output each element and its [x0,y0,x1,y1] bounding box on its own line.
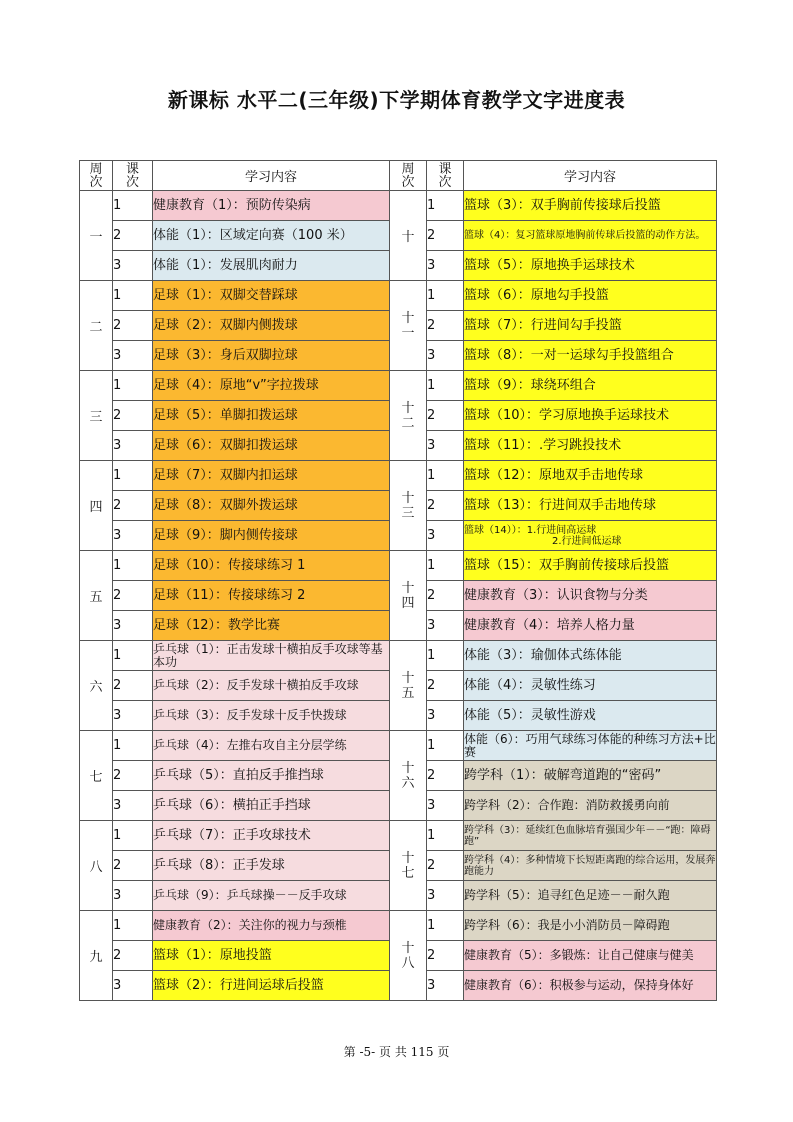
lesson-number: 2 [113,401,153,431]
lesson-number: 1 [427,911,464,941]
table-header-row [80,161,717,191]
lesson-content: 足球（2）：双脚内侧拨球 [153,311,390,341]
lesson-content: 乒乓球（3）：反手发球十反手快拨球 [153,701,390,731]
lesson-content: 健康教育（2）：关注你的视力与颈椎 [153,911,390,941]
lesson-content: 足球（8）：双脚外拨运球 [153,491,390,521]
lesson-number: 2 [113,941,153,971]
lesson-number: 3 [427,341,464,371]
lesson-content: 篮球（10）：学习原地换手运球技术 [464,401,717,431]
lesson-number: 1 [427,281,464,311]
lesson-number: 1 [427,551,464,581]
week-label: 四 [80,461,113,551]
lesson-content: 足球（7）：双脚内扣运球 [153,461,390,491]
lesson-number: 3 [113,881,153,911]
lesson-number: 2 [113,581,153,611]
header-lesson: 课 次 [113,161,153,191]
lesson-content: 足球（12）：教学比赛 [153,611,390,641]
lesson-number: 3 [113,701,153,731]
lesson-number: 3 [427,791,464,821]
lesson-content: 健康教育（4）：培养人格力量 [464,611,717,641]
week-label: 十 五 [390,641,427,731]
lesson-content: 篮球（6）：原地勾手投篮 [464,281,717,311]
lesson-content: 体能（1）：区域定向赛（100 米） [153,221,390,251]
lesson-number: 3 [427,881,464,911]
lesson-content: 篮球（2）：行进间运球后投篮 [153,971,390,1001]
lesson-content: 篮球（13）：行进间双手击地传球 [464,491,717,521]
lesson-number: 3 [427,431,464,461]
lesson-content: 篮球（5）：原地换手运球技术 [464,251,717,281]
week-label: 二 [80,281,113,371]
lesson-content: 乒乓球（5）：直拍反手推挡球 [153,761,390,791]
lesson-content: 体能（4）：灵敏性练习 [464,671,717,701]
lesson-content: 体能（5）：灵敏性游戏 [464,701,717,731]
lesson-content: 足球（4）：原地“v”字拉拨球 [153,371,390,401]
header-content-right: 学习内容 [464,161,717,191]
lesson-number: 1 [427,371,464,401]
lesson-content: 健康教育（3）：认识食物与分类 [464,581,717,611]
lesson-number: 3 [113,521,153,551]
lesson-content: 乒乓球（2）：反手发球十横拍反手攻球 [153,671,390,701]
lesson-number: 2 [427,491,464,521]
lesson-number: 2 [113,221,153,251]
week-label: 十 四 [390,551,427,641]
table-row [80,371,717,401]
lesson-content: 乒乓球（9）：乒乓球操－－反手攻球 [153,881,390,911]
lesson-number: 1 [113,461,153,491]
table-row [80,731,717,761]
lesson-content: 足球（9）：脚内侧传接球 [153,521,390,551]
table-row [80,821,717,851]
lesson-content: 篮球（1）：原地投篮 [153,941,390,971]
lesson-number: 1 [113,281,153,311]
week-label: 十 六 [390,731,427,821]
lesson-number: 3 [427,611,464,641]
week-label: 十 一 [390,281,427,371]
header-lesson-right: 课 次 [427,161,464,191]
lesson-number: 2 [427,581,464,611]
lesson-number: 2 [113,761,153,791]
lesson-content-line: 2.行进间低运球 [552,535,622,547]
lesson-content-line: 篮球（14））：1.行进间高运球 [464,524,597,536]
lesson-content: 乒乓球（4）：左推右攻自主分层学练 [153,731,390,761]
lesson-number: 2 [113,491,153,521]
lesson-content: 跨学科（1）：破解弯道跑的“密码” [464,761,717,791]
lesson-content: 跨学科（2）：合作跑：消防救援勇向前 [464,791,717,821]
table-row [80,461,717,491]
lesson-content: 篮球（3）：双手胸前传接球后投篮 [464,191,717,221]
lesson-content: 健康教育（5）：多锻炼：让自己健康与健美 [464,941,717,971]
header-content: 学习内容 [153,161,390,191]
lesson-number: 3 [113,431,153,461]
lesson-number: 1 [427,731,464,761]
lesson-content: 足球（3）：身后双脚拉球 [153,341,390,371]
week-label: 十 八 [390,911,427,1001]
lesson-content: 乒乓球（8）：正手发球 [153,851,390,881]
lesson-content: 篮球（4）：复习篮球原地胸前传球后投篮的动作方法。 [464,221,717,251]
week-label: 九 [80,911,113,1001]
lesson-number: 2 [427,671,464,701]
lesson-number: 3 [427,251,464,281]
lesson-number: 2 [427,311,464,341]
week-label: 十 二 [390,371,427,461]
lesson-content: 乒乓球（7）：正手攻球技术 [153,821,390,851]
lesson-number: 2 [113,851,153,881]
lesson-content: 体能（6）：巧用气球练习体能的种练习方法+比赛 [464,731,716,759]
lesson-content: 跨学科（6）：我是小小消防员－障碍跑 [464,911,717,941]
header-week-right: 周 次 [390,161,427,191]
week-label: 六 [80,641,113,731]
lesson-number: 2 [427,401,464,431]
schedule-table [79,160,717,1001]
lesson-content: 篮球（15）：双手胸前传接球后投篮 [464,551,717,581]
week-label: 五 [80,551,113,641]
lesson-content: 篮球（7）：行进间勾手投篮 [464,311,717,341]
lesson-content: 乒乓球（1）：正击发球十横拍反手攻球等基本功 [153,641,390,671]
lesson-number: 3 [427,701,464,731]
table-row [80,191,717,221]
lesson-number: 2 [427,941,464,971]
week-label: 三 [80,371,113,461]
week-label: 一 [80,191,113,281]
week-label: 十 七 [390,821,427,911]
week-label: 十 [390,191,427,281]
lesson-number: 3 [113,341,153,371]
lesson-number: 2 [427,761,464,791]
lesson-number: 1 [427,641,464,671]
week-label: 七 [80,731,113,821]
lesson-number: 2 [113,671,153,701]
lesson-number: 1 [427,191,464,221]
lesson-number: 3 [113,251,153,281]
lesson-content: 篮球（9）：球绕环组合 [464,371,717,401]
lesson-number: 2 [427,851,464,881]
lesson-content: 篮球（8）：一对一运球勾手投篮组合 [464,341,717,371]
page-footer: 第 -5- 页 共 115 页 [343,1045,450,1059]
lesson-number: 1 [113,371,153,401]
lesson-content: 足球（1）：双脚交替踩球 [153,281,390,311]
lesson-content: 足球（11）：传接球练习 2 [153,581,390,611]
lesson-content [464,521,717,551]
lesson-content: 健康教育（6）：积极参与运动，保持身体好 [464,971,717,1001]
lesson-number: 1 [427,461,464,491]
lesson-number: 1 [113,641,153,671]
lesson-content: 跨学科（5）：追寻红色足迹－－耐久跑 [464,881,717,911]
lesson-content: 体能（3）：瑜伽体式练体能 [464,641,717,671]
lesson-content: 篮球（11）：.学习跳投技术 [464,431,717,461]
lesson-content: 乒乓球（6）：横拍正手挡球 [153,791,390,821]
lesson-number: 2 [427,221,464,251]
lesson-number: 1 [113,551,153,581]
week-label: 十 三 [390,461,427,551]
lesson-content: 体能（1）：发展肌肉耐力 [153,251,390,281]
week-label: 八 [80,821,113,911]
lesson-number: 3 [427,521,464,551]
lesson-number: 3 [113,971,153,1001]
table-row [80,281,717,311]
lesson-number: 1 [427,821,464,851]
table-row [80,911,717,941]
table-row [80,551,717,581]
lesson-number: 1 [113,821,153,851]
lesson-number: 1 [113,191,153,221]
lesson-number: 3 [427,971,464,1001]
lesson-content: 健康教育（1）：预防传染病 [153,191,390,221]
lesson-content: 足球（5）：单脚扣拨运球 [153,401,390,431]
lesson-content: 足球（10）：传接球练习 1 [153,551,390,581]
lesson-content: 篮球（12）：原地双手击地传球 [464,461,717,491]
lesson-number: 2 [113,311,153,341]
lesson-number: 1 [113,911,153,941]
lesson-content: 足球（6）：双脚扣拨运球 [153,431,390,461]
lesson-content: 跨学科（3）：延续红色血脉培育强国少年－－“跑：障碍跑” [464,821,717,851]
lesson-number: 3 [113,611,153,641]
lesson-number: 3 [113,791,153,821]
page-title: 新课标 水平二(三年级)下学期体育教学文字进度表 [167,88,626,112]
lesson-number: 1 [113,731,153,761]
lesson-content: 跨学科（4）：多种情境下长短距离跑的综合运用，发展奔跑能力 [464,851,717,881]
table-row [80,641,717,671]
header-week: 周 次 [80,161,113,191]
